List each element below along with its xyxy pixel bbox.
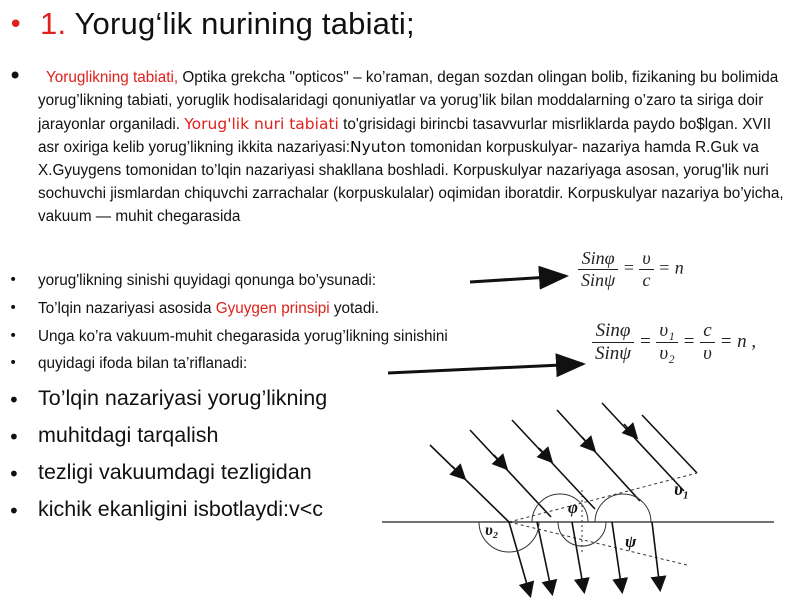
formula-snell-1 — [578, 248, 684, 291]
intro-paragraph — [38, 67, 793, 229]
small-bullet-1: yorug'likning sinishi quyidagi qonunga bo’ysunadi: — [38, 272, 376, 289]
wavefront-refracted — [509, 522, 687, 565]
formula2-frac-v1v2 — [656, 320, 677, 365]
refracted-ray — [612, 522, 622, 591]
large-bullet-2: muhitdagi tarqalish — [38, 423, 219, 447]
formula2-num1: Sinφ — [592, 320, 634, 343]
large-bullet-4-dot: • — [8, 499, 20, 523]
formula2-den2: υ₂ — [659, 343, 675, 364]
large-bullet-3-dot: • — [8, 462, 20, 486]
large-bullet-1: To’lqin nazariyasi yorug’likning — [38, 386, 328, 410]
small-bullet-4-dot: • — [9, 355, 18, 371]
intro-red-lead: Yoruglikning tabiati, — [46, 69, 179, 86]
small-bullet-2-dot: • — [9, 300, 18, 316]
refracted-ray — [652, 522, 660, 589]
title-text: Yorug‘lik nurining tabiati; — [66, 6, 415, 41]
formula2-den3: υ — [703, 343, 712, 364]
formula2-num3: c — [700, 320, 715, 343]
formula2-eq3: = n , — [719, 330, 757, 352]
formula1-den1: Sinψ — [581, 270, 616, 290]
intro-text-a: Optika grekcha "opticos" – ko’raman, degan sozdan olingan bolib, fizikaning bu bolimida yorug’likning tabiati, yoruglik hodisalaridagi qonuniyatlar va yorug’lik bilan moddalarning o’zaro ta siriga doir jarayonlar organiladi. — [38, 69, 779, 133]
intro-nyuton: Nyuton — [350, 138, 407, 157]
large-bullet-1-dot: • — [8, 388, 20, 412]
title-bullet: • — [8, 10, 24, 40]
incident-ray — [512, 420, 595, 509]
incident-arrow — [582, 437, 594, 450]
formula1-frac-speed — [639, 248, 653, 291]
label-v2: υ₂ — [485, 522, 499, 539]
small-bullet-2 — [38, 300, 379, 318]
formula2-eq2: = — [682, 330, 696, 352]
formula1-num1: Sinφ — [578, 248, 618, 270]
incident-ray — [642, 415, 697, 473]
wavefront-incident — [509, 473, 697, 522]
refracted-ray — [509, 522, 530, 595]
formula2-eq1: = — [638, 330, 652, 352]
label-psi: ψ — [625, 532, 637, 551]
title-number: 1. — [40, 6, 67, 41]
incident-arrow — [539, 448, 551, 461]
formula1-num2: υ — [639, 248, 653, 270]
small-bullet-3: Unga ko’ra vakuum-muhit chegarasida yorug’likning sinishini — [38, 328, 448, 345]
refracted-ray — [572, 522, 584, 591]
large-bullet-4: kichik ekanligini isbotlaydi:v<c — [38, 497, 324, 521]
large-bullet-2-dot: • — [8, 425, 20, 449]
small-bullet-2-pre: To’lqin nazariyasi asosida — [38, 300, 216, 317]
angle-arc — [595, 494, 651, 522]
formula1-eq1: = — [622, 257, 635, 278]
formula2-frac-cv — [700, 320, 715, 365]
arrow-to-formula-1 — [470, 276, 566, 282]
intro-red-mid: Yorug'lik nuri tabiati — [184, 114, 339, 133]
formula2-num2: υ₁ — [656, 320, 677, 343]
angle-arc — [532, 494, 588, 522]
formula1-eq2: = n — [658, 257, 684, 278]
small-bullet-4: quyidagi ifoda bilan ta’riflanadi: — [38, 355, 248, 372]
slide-title — [40, 6, 415, 42]
small-bullet-2-red: Gyuygen prinsipi — [215, 300, 330, 317]
incident-arrow — [494, 455, 506, 468]
intro-text-c: tomonidan korpuskulyar- nazariya hamda R.Guk va X.Gyuygens tomonidan to’lqin nazariyasi shakllana boshladi. Korpuskulyar nazariyaga asosan, yorug'lik nuri sochuvchi jismlardan chiquvchi zarrachalar (korpuskulalar) oqimidan iboratdir. Korpuskulyar nazariya bo’yicha, vakuum — muhit chegarasida — [38, 139, 784, 225]
formula2-den1: Sinψ — [595, 343, 632, 364]
small-bullet-2-post: yotadi. — [329, 300, 379, 317]
arrow-to-formula-2 — [388, 364, 583, 373]
refracted-ray — [537, 522, 552, 593]
formula1-frac-sin — [578, 248, 618, 291]
incident-arrow — [624, 424, 636, 437]
incident-ray — [430, 445, 509, 522]
formula1-den2: c — [642, 270, 651, 290]
incident-arrow — [452, 466, 464, 478]
small-bullet-1-dot: • — [9, 272, 18, 288]
refraction-diagram — [382, 385, 782, 600]
small-bullet-3-dot: • — [9, 328, 18, 344]
large-bullet-3: tezligi vakuumdagi tezligidan — [38, 460, 312, 484]
label-phi: φ — [568, 498, 578, 517]
incident-ray — [557, 410, 640, 501]
formula-snell-2 — [592, 320, 756, 365]
formula2-frac-sin — [592, 320, 634, 365]
label-v1: υ₁ — [674, 479, 690, 499]
intro-bullet: • — [8, 62, 23, 90]
intro-text-b: to'grisidagi birincbi tasavvurlar misrliklarda paydo bo$lgan. XVII asr oxiriga kelib yorug’likning ikkita nazariyasi: — [38, 115, 772, 157]
